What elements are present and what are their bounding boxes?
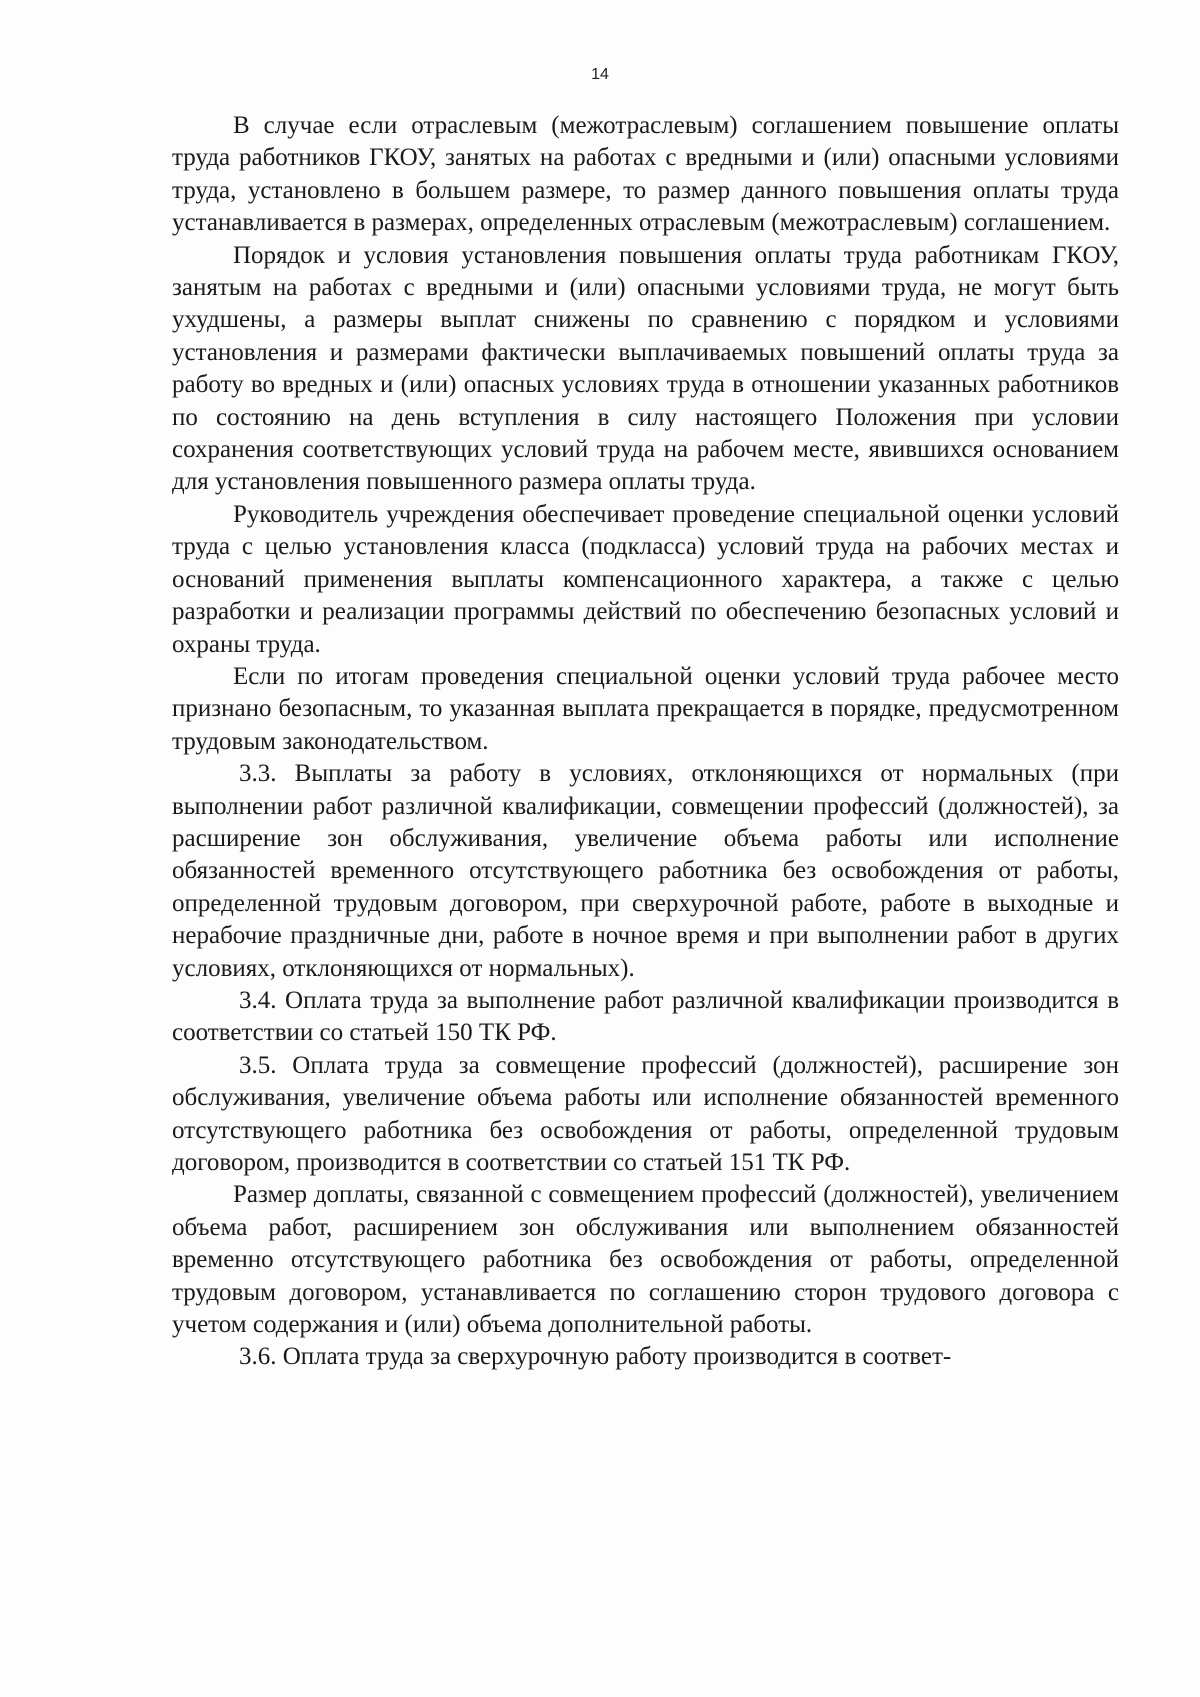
paragraph-industry-agreement: В случае если отраслевым (межотраслевым) соглашением повышение оплаты труда работников ГКОУ, занятых на работах с вредными и (или) опасными условиями труда, установлено в большем размере, то размер данного повышения оплаты труда устанавливается в размерах, определенных отраслевым (межотраслевым) соглашением. bbox=[172, 112, 1119, 237]
document-body bbox=[172, 110, 1119, 1374]
page-number: 14 bbox=[591, 66, 609, 83]
paragraph-conditions-not-worsened: Порядок и условия установления повышения оплаты труда работникам ГКОУ, занятым на работах с вредными и (или) опасными условиями труда, не могут быть ухудшены, а размеры выплат снижены по сравнению с порядком и условиями установления и размерами фактически выплачиваемых повышений оплаты труда за работу во вредных и (или) опасных условиях труда в отношении указанных работников по состоянию на день вступления в силу настоящего Положения при условии сохранения соответствующих условий труда на рабочем месте, явившихся основанием для установления повышенного размера оплаты труда. bbox=[172, 241, 1119, 496]
paragraph-section-3-5: 3.5. Оплата труда за совмещение профессий (должностей), расширение зон обслуживания, увеличение объема работы или исполнение обязанностей временного отсутствующего работника без освобождения от работы, определенной трудовым договором, производится в соответствии со статьей 151 ТК РФ. bbox=[172, 1051, 1119, 1176]
paragraph-special-assessment: Руководитель учреждения обеспечивает проведение специальной оценки условий труда с целью установления класса (подкласса) условий труда на рабочих местах и оснований применения выплаты компенсационного характера, а также с целью разработки и реализации программы действий по обеспечению безопасных условий и охраны труда. bbox=[172, 500, 1119, 658]
paragraph-section-3-6: 3.6. Оплата труда за сверхурочную работу производится в соответ- bbox=[239, 1343, 952, 1371]
paragraph-section-3-4: 3.4. Оплата труда за выполнение работ различной квалификации производится в соответствии со статьей 150 ТК РФ. bbox=[172, 986, 1119, 1047]
paragraph-safe-workplace: Если по итогам проведения специальной оценки условий труда рабочее место признано безопасным, то указанная выплата прекращается в порядке, предусмотренном трудовым законодательством. bbox=[172, 662, 1119, 755]
paragraph-section-3-3: 3.3. Выплаты за работу в условиях, отклоняющихся от нормальных (при выполнении работ различной квалификации, совмещении профессий (должностей), за расширение зон обслуживания, увеличение объема работы или исполнение обязанностей временного отсутствующего работника без освобождения от работы, определенной трудовым договором, при сверхурочной работе, работе в выходные и нерабочие праздничные дни, работе в ночное время и при выполнении работ в других условиях, отклоняющихся от нормальных). bbox=[172, 760, 1119, 982]
paragraph-additional-pay-size: Размер доплаты, связанной с совмещением профессий (должностей), увеличением объема работ, расширением зон обслуживания или выполнением обязанностей временно отсутствующего работника без освобождения от работы, определенной трудовым договором, устанавливается по соглашению сторон трудового договора с учетом содержания и (или) объема дополнительной работы. bbox=[172, 1181, 1119, 1339]
